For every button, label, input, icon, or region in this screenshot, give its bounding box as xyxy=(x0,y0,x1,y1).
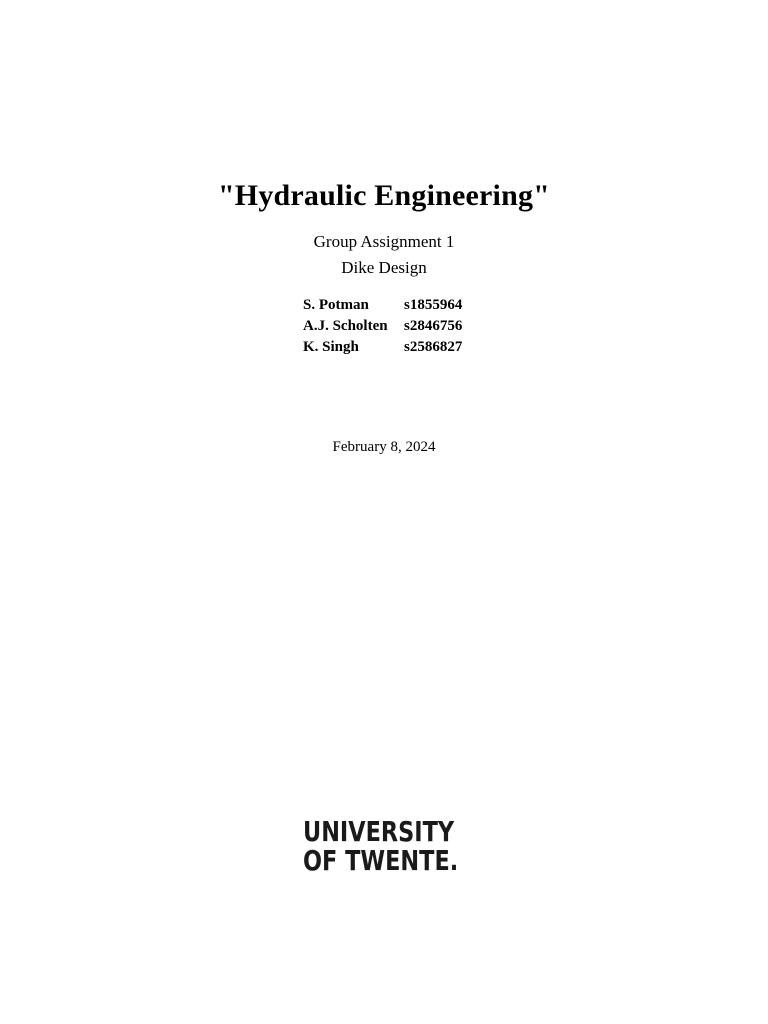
student-number: s1855964 xyxy=(404,297,463,313)
author-name: K. Singh xyxy=(303,339,359,355)
logo-line-2: OF TWENTE. xyxy=(303,844,459,877)
assignment-topic: Dike Design xyxy=(341,258,427,277)
author-row xyxy=(303,295,474,316)
assignment-label: Group Assignment 1 xyxy=(313,232,455,251)
author-row xyxy=(303,337,474,358)
university-logo xyxy=(303,815,459,877)
student-number: s2586827 xyxy=(404,339,463,355)
document-date: February 8, 2024 xyxy=(332,439,436,455)
author-name: A.J. Scholten xyxy=(303,318,388,334)
logo-line-1: UNIVERSITY xyxy=(303,815,455,848)
author-table xyxy=(303,295,474,358)
author-row xyxy=(303,316,474,337)
student-number: s2846756 xyxy=(404,318,463,334)
author-name: S. Potman xyxy=(303,297,369,313)
document-title: "Hydraulic Engineering" xyxy=(217,179,551,212)
